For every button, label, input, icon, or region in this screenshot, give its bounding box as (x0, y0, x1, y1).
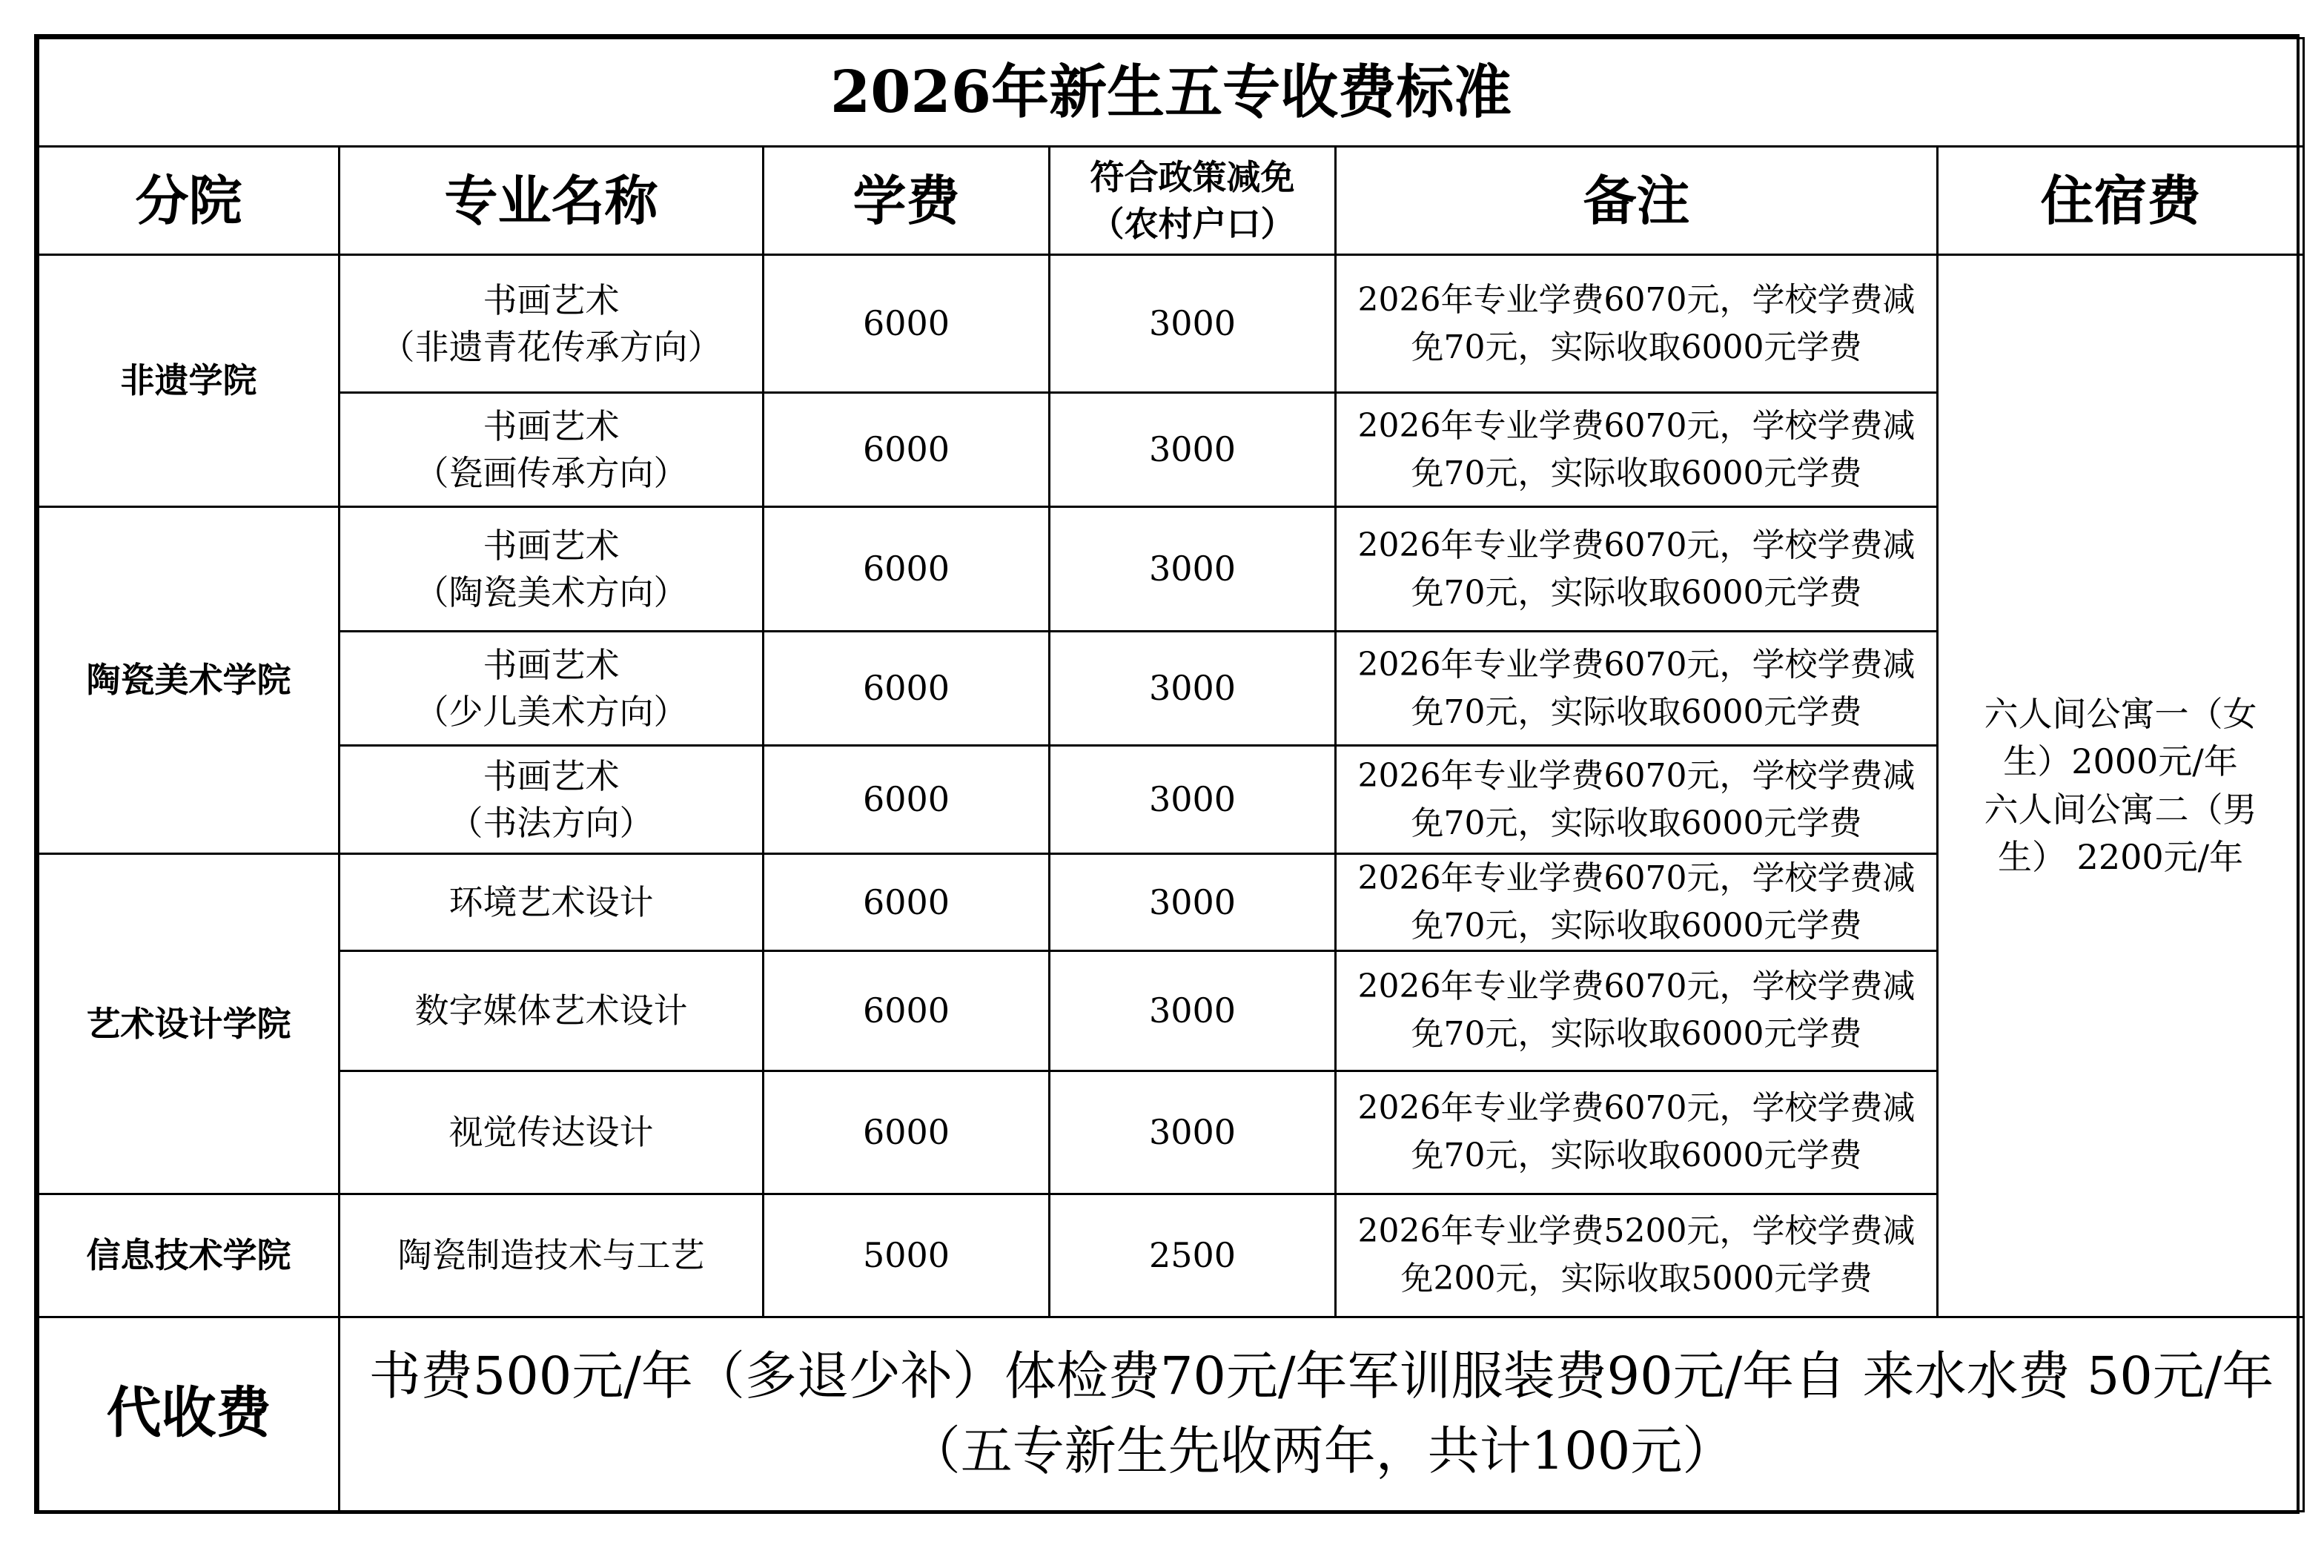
remark-line2: 免70元，实际收取6000元学费 (1411, 328, 1862, 366)
remark-line2: 免70元，实际收取6000元学费 (1411, 692, 1862, 731)
major-line2: （书法方向） (448, 802, 654, 843)
major-line1: 视觉传达设计 (448, 1112, 654, 1153)
major-name (340, 854, 764, 951)
major-line1: 陶瓷制造技术与工艺 (397, 1235, 705, 1276)
major-line1: 书画艺术 (483, 645, 620, 686)
remark-line2: 免70元，实际收取6000元学费 (1411, 1137, 1862, 1175)
remark-line1: 2026年专业学费6070元，学校学费减 (1357, 645, 1916, 684)
major-name (340, 1071, 764, 1194)
collection-item-water-start: 自 (1794, 1345, 1847, 1406)
header-waiver (1050, 147, 1336, 255)
major-name (340, 1194, 764, 1317)
collection-row (39, 1317, 2304, 1511)
major-name (340, 507, 764, 632)
remark-line2: 免70元，实际收取6000元学费 (1411, 906, 1862, 945)
major-line1: 书画艺术 (483, 756, 620, 797)
tuition-value: 6000 (764, 255, 1050, 393)
dorm-line2: 生）2000元/年 (2003, 741, 2238, 782)
remark-line1: 2026年专业学费6070元，学校学费减 (1357, 967, 1916, 1006)
remark-line1: 2026年专业学费6070元，学校学费减 (1357, 859, 1916, 897)
tuition-value: 6000 (764, 1071, 1050, 1194)
remark-text (1336, 255, 1938, 393)
major-line1: 书画艺术 (483, 526, 620, 566)
remark-text (1336, 854, 1938, 951)
dorm-line3: 六人间公寓二（男 (1984, 789, 2257, 830)
major-name (340, 746, 764, 854)
college-name: 陶瓷美术学院 (39, 507, 340, 854)
college-name: 艺术设计学院 (39, 854, 340, 1194)
waiver-value: 3000 (1050, 854, 1336, 951)
tuition-value: 6000 (764, 950, 1050, 1071)
remark-line2: 免200元，实际收取5000元学费 (1400, 1260, 1873, 1298)
tuition-value: 6000 (764, 393, 1050, 507)
waiver-value: 3000 (1050, 950, 1336, 1071)
remark-text (1336, 746, 1938, 854)
college-name: 信息技术学院 (39, 1194, 340, 1317)
table-row (39, 255, 2304, 393)
waiver-value: 3000 (1050, 1071, 1336, 1194)
remark-line2: 免70元，实际收取6000元学费 (1411, 804, 1862, 842)
remark-line2: 免70元，实际收取6000元学费 (1411, 1015, 1862, 1053)
remark-text (1336, 507, 1938, 632)
tuition-value: 5000 (764, 1194, 1050, 1317)
major-name (340, 632, 764, 746)
waiver-value: 3000 (1050, 746, 1336, 854)
collection-line1 (369, 1346, 1863, 1406)
waiver-value: 3000 (1050, 255, 1336, 393)
remark-text (1336, 1071, 1938, 1194)
header-major: 专业名称 (340, 147, 764, 255)
dorm-fee (1938, 255, 2304, 1317)
major-line2: （瓷画传承方向） (414, 452, 688, 493)
remark-line1: 2026年专业学费6070元，学校学费减 (1357, 1089, 1916, 1128)
dorm-line4: 生） 2200元/年 (1997, 837, 2244, 878)
remark-line1: 2026年专业学费5200元，学校学费减 (1357, 1212, 1916, 1251)
header-waiver-line2: （农村户口） (1090, 203, 1295, 244)
waiver-value: 2500 (1050, 1194, 1336, 1317)
dorm-line1: 六人间公寓一（女 (1984, 694, 2257, 735)
header-dorm: 住宿费 (1938, 147, 2304, 255)
remark-text (1336, 393, 1938, 507)
collection-item-uniform: 军训服装费90元/年 (1347, 1345, 1795, 1406)
header-remarks: 备注 (1336, 147, 1938, 255)
remark-line1: 2026年专业学费6070元，学校学费减 (1357, 406, 1916, 445)
major-line1: 环境艺术设计 (448, 881, 654, 922)
remark-line1: 2026年专业学费6070元，学校学费减 (1357, 526, 1916, 564)
collection-item-water: 来水水费 50元/年（五专新生先收两年，共计100元） (908, 1345, 2274, 1482)
remark-text (1336, 632, 1938, 746)
collection-label: 代收费 (39, 1317, 340, 1511)
major-line1: 数字媒体艺术设计 (414, 990, 688, 1031)
page-title: 2026年新生五专收费标准 (39, 39, 2304, 147)
major-name (340, 393, 764, 507)
major-line2: （陶瓷美术方向） (414, 572, 688, 612)
tuition-value: 6000 (764, 746, 1050, 854)
header-row (39, 147, 2304, 255)
remark-line2: 免70元，实际收取6000元学费 (1411, 454, 1862, 492)
collection-item-books: 书费500元/年（多退少补） (368, 1345, 1004, 1406)
major-name (340, 950, 764, 1071)
major-line1: 书画艺术 (483, 406, 620, 447)
waiver-value: 3000 (1050, 507, 1336, 632)
collection-item-exam: 体检费70元/年 (1004, 1345, 1348, 1406)
waiver-value: 3000 (1050, 393, 1336, 507)
major-line2: （非遗青花传承方向） (380, 326, 722, 367)
waiver-value: 3000 (1050, 632, 1336, 746)
remark-line2: 免70元，实际收取6000元学费 (1411, 573, 1862, 612)
remark-line1: 2026年专业学费6070元，学校学费减 (1357, 280, 1916, 319)
header-waiver-line1: 符合政策减免 (1090, 157, 1295, 198)
major-line1: 书画艺术 (483, 280, 620, 321)
header-tuition: 学费 (764, 147, 1050, 255)
remark-text (1336, 950, 1938, 1071)
header-college: 分院 (39, 147, 340, 255)
remark-text (1336, 1194, 1938, 1317)
tuition-value: 6000 (764, 507, 1050, 632)
tuition-value: 6000 (764, 632, 1050, 746)
collection-items (340, 1317, 2304, 1511)
major-line2: （少儿美术方向） (414, 691, 688, 732)
tuition-value: 6000 (764, 854, 1050, 951)
fee-table (37, 37, 2305, 1512)
remark-line1: 2026年专业学费6070元，学校学费减 (1357, 756, 1916, 795)
major-name (340, 255, 764, 393)
fee-standard-sheet (34, 34, 2300, 1514)
college-name: 非遗学院 (39, 255, 340, 507)
